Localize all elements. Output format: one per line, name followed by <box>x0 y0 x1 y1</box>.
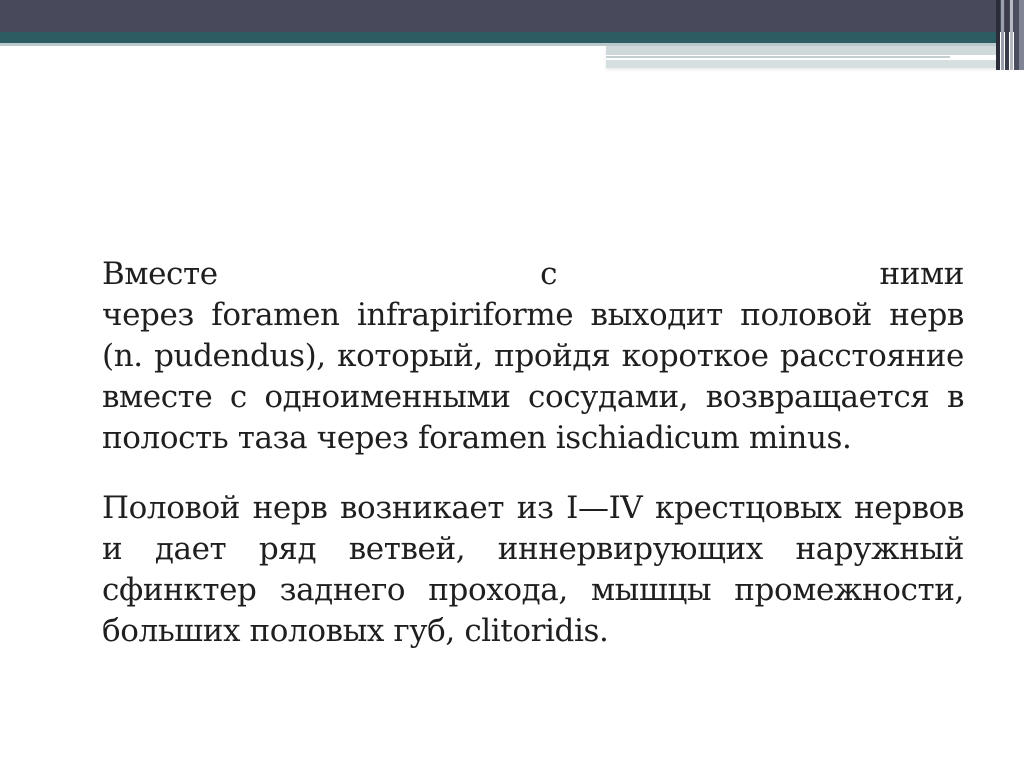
header-stripe <box>1001 0 1004 70</box>
paragraph-text: Половой нерв возникает из I—IV крестцовых нервов и дает ряд ветвей, иннервирующих наружный сфинктер заднего прохода, мышцы промежности, больших половых губ, clitoridis. <box>102 490 964 649</box>
header-bar-teal <box>0 32 1000 43</box>
slide-body <box>102 254 964 652</box>
header-stripe <box>996 0 1000 70</box>
header-stripe <box>1005 0 1009 70</box>
header-stripe <box>1010 0 1013 70</box>
header-bar-dark <box>0 0 1024 32</box>
paragraph-text: через foramen infrapiriforme выходит половой нерв (n. pudendus), который, пройдя короткое расстояние вместе с одноименными сосудами, возвращается в полость таза через foramen ischiadicum minus. <box>102 297 964 456</box>
paragraph-pudendal-nerve-origin <box>102 488 964 652</box>
paragraph-pudendal-nerve-course <box>102 254 964 459</box>
header-stripe <box>1019 0 1024 70</box>
paragraph-first-line: Вместе с ними <box>102 256 964 292</box>
header-accent-shadow <box>606 46 1000 68</box>
